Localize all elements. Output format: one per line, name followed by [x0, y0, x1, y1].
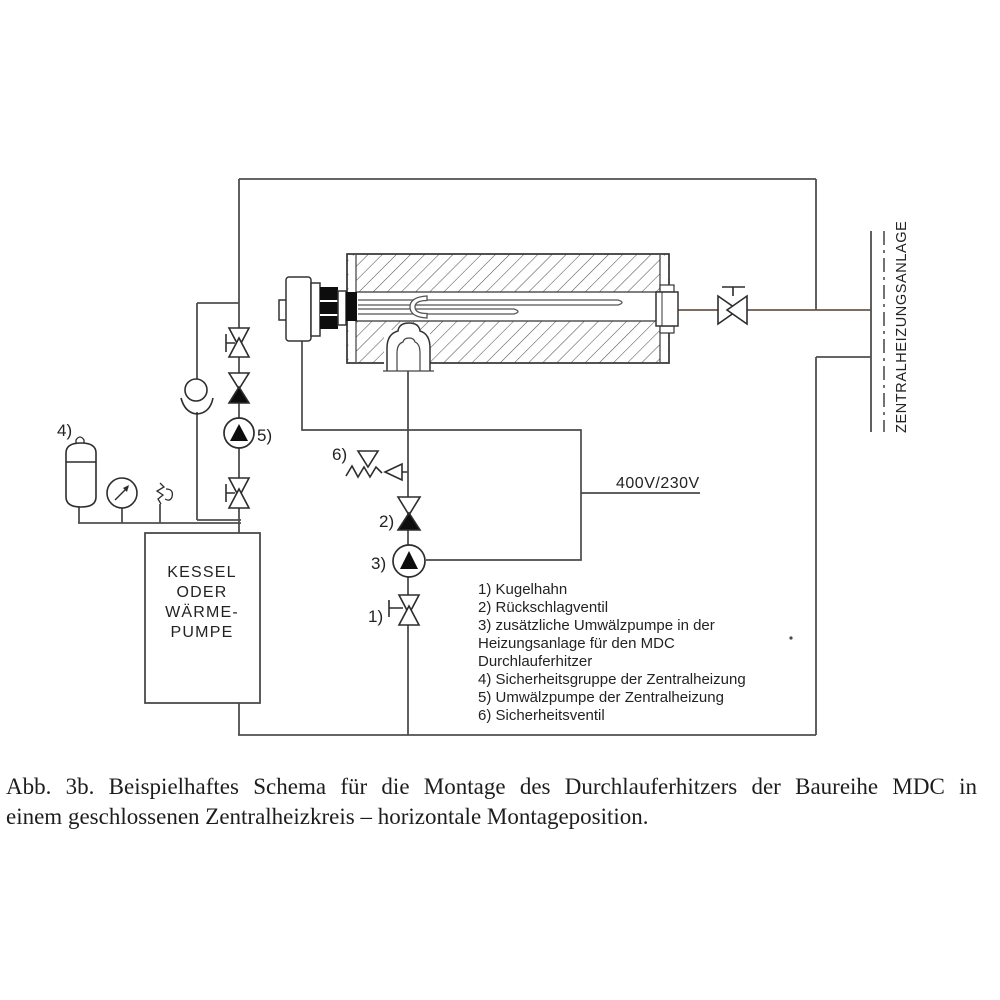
- heater-unit: [279, 254, 678, 371]
- safety-valve-spring: [346, 466, 382, 477]
- legend-line-4: Heizungsanlage für den MDC: [478, 635, 675, 652]
- valve-handle: [389, 600, 403, 617]
- power-supply-label: 400V/230V: [616, 475, 700, 492]
- scan-dot-artifact: [789, 636, 792, 639]
- pump-heater-circuit: [393, 545, 425, 577]
- vessel-nipple: [76, 437, 84, 443]
- heater-terminal-head: [279, 277, 357, 341]
- boiler-box: [145, 533, 260, 703]
- head-spacer: [338, 291, 346, 325]
- discharge-funnel: [181, 379, 213, 414]
- check-valve-center: [398, 497, 420, 530]
- air-vent: [157, 483, 172, 504]
- safety-valve: [346, 451, 402, 480]
- head-cap: [286, 277, 311, 341]
- legend-line-2: 2) Rückschlagventil: [478, 599, 609, 616]
- head-ring: [311, 283, 320, 336]
- legend-line-6: 4) Sicherheitsgruppe der Zentralheizung: [478, 671, 746, 688]
- fitting-top-tab: [660, 285, 674, 292]
- callout-2: 2): [379, 512, 395, 531]
- boiler-label-1: KESSEL: [167, 564, 237, 581]
- ball-valve-left-bottom: [226, 478, 249, 508]
- left-column-symbols: [181, 328, 254, 508]
- head-terminal-block: [320, 287, 338, 329]
- legend-line-5: Durchlauferhitzer: [478, 653, 593, 670]
- boiler-label-4: PUMPE: [170, 624, 234, 641]
- fitting-bottom-tab: [660, 326, 674, 333]
- callout-1: 1): [368, 607, 384, 626]
- pump-central-heating: [224, 418, 254, 448]
- ball-valve-left-top: [226, 328, 249, 357]
- heater-water-channel: [356, 292, 660, 321]
- valve-stem: [722, 287, 745, 296]
- heater-outlet-port: [383, 323, 434, 371]
- central-heating-boundary: [871, 221, 910, 433]
- legend-line-1: 1) Kugelhahn: [478, 581, 568, 598]
- ball-valve-supply: [718, 287, 747, 324]
- caption-line-2: einem geschlossenen Zentralheizkreis – horizontale Montageposition.: [6, 804, 649, 829]
- fitting-body: [656, 292, 678, 326]
- legend-line-8: 6) Sicherheitsventil: [478, 707, 605, 724]
- figure-caption: [6, 772, 977, 832]
- legend-line-7: 5) Umwälzpumpe der Zentralheizung: [478, 689, 724, 706]
- check-valve-left: [229, 373, 249, 403]
- boiler-label-3: WÄRME-: [165, 604, 239, 621]
- legend: [478, 581, 746, 724]
- callout-4: 4): [57, 421, 73, 440]
- head-inner-seal: [346, 292, 357, 321]
- safety-group: [66, 437, 172, 508]
- legend-line-3: 3) zusätzliche Umwälzpumpe in der: [478, 617, 715, 634]
- pressure-gauge: [107, 478, 137, 508]
- callout-5: 5): [257, 426, 273, 445]
- callout-6: 6): [332, 445, 348, 464]
- caption-line-1: Abb. 3b. Beispielhaftes Schema für die Montage des Durchlauferhitzers der Baureihe MDC in: [6, 774, 977, 799]
- central-heating-label: ZENTRALHEIZUNGSANLAGE: [894, 220, 910, 433]
- ball-valve-center: [389, 595, 419, 625]
- callout-3: 3): [371, 554, 387, 573]
- heater-right-fitting: [656, 285, 678, 333]
- expansion-vessel: [66, 437, 96, 507]
- boiler-label-2: ODER: [176, 584, 228, 601]
